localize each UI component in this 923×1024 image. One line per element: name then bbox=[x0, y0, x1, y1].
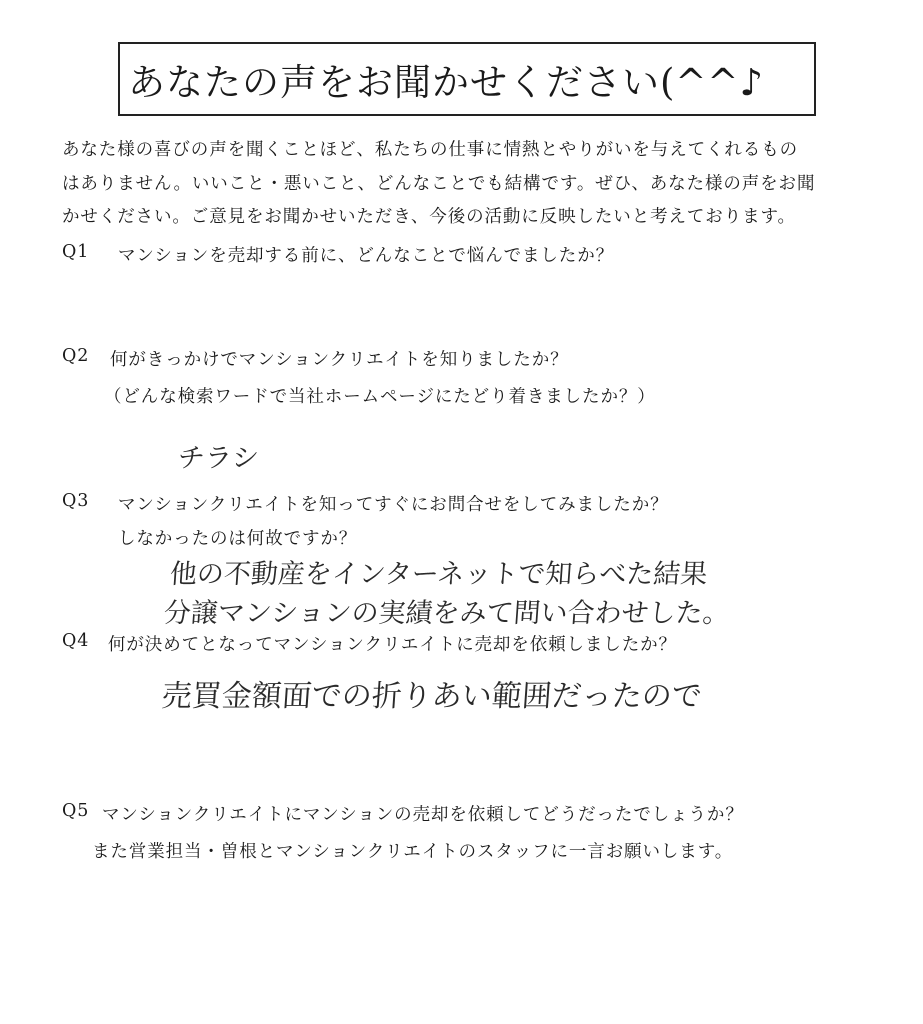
intro-line-2: はありません。いいこと・悪いこと、どんなことでも結構です。ぜひ、あなた様の声をお聞 bbox=[62, 174, 816, 194]
q5-number: Q5 bbox=[62, 801, 90, 821]
q4-answer: 売買金額面での折りあい範囲だったので bbox=[160, 679, 703, 714]
q5-subtext: また営業担当・曽根とマンションクリエイトのスタッフに一言お願いします。 bbox=[92, 842, 734, 862]
q3-number: Q3 bbox=[62, 491, 90, 511]
q2-answer: チラシ bbox=[176, 443, 260, 474]
intro-line-1: あなた様の喜びの声を聞くことほど、私たちの仕事に情熱とやりがいを与えてくれるもの bbox=[62, 140, 798, 160]
q3-text: マンションクリエイトを知ってすぐにお問合せをしてみましたか？ bbox=[118, 495, 669, 515]
q3-answer-line-1: 他の不動産をインターネットで知らべた結果 bbox=[168, 559, 709, 590]
q2-number: Q2 bbox=[62, 346, 90, 366]
intro-line-3: かせください。ご意見をお聞かせいただき、今後の活動に反映したいと考えております。 bbox=[62, 207, 796, 227]
q4-text: 何が決めてとなってマンションクリエイトに売却を依頼しましたか？ bbox=[108, 635, 677, 655]
q1-number: Q1 bbox=[62, 242, 90, 262]
q3-answer-line-2: 分譲マンションの実績をみて問い合わせした。 bbox=[162, 598, 731, 629]
page-title: あなたの声をお聞かせください(^^♪ bbox=[128, 61, 765, 104]
q2-text: 何がきっかけでマンションクリエイトを知りましたか？ bbox=[110, 350, 569, 370]
q3-subtext: しなかったのは何故ですか？ bbox=[118, 529, 358, 549]
q4-number: Q4 bbox=[62, 631, 90, 651]
q2-subtext: （どんな検索ワードで当社ホームページにたどり着きましたか？） bbox=[104, 387, 656, 407]
q5-text: マンションクリエイトにマンションの売却を依頼してどうだったでしょうか？ bbox=[102, 805, 744, 825]
q1-text: マンションを売却する前に、どんなことで悩んでましたか？ bbox=[118, 246, 615, 266]
